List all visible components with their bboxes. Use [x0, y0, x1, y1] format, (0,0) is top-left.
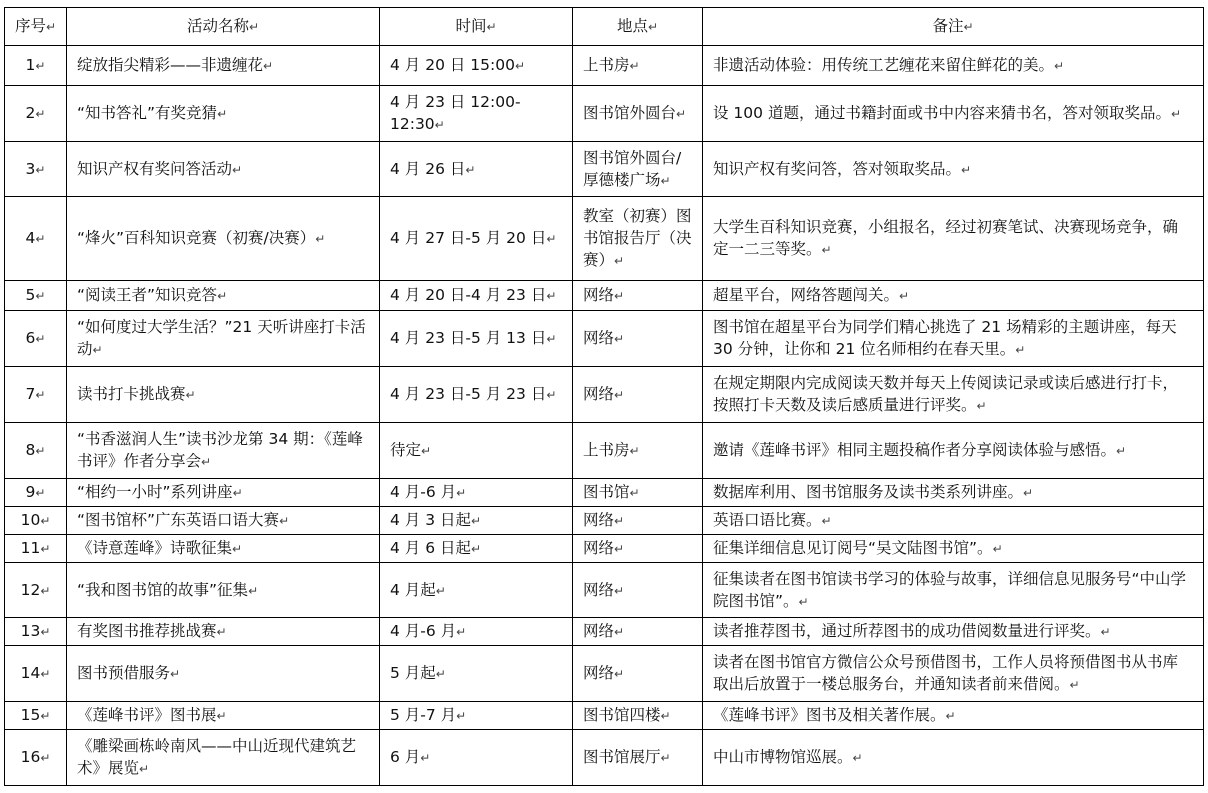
- header-time: 时间↵: [380, 8, 573, 46]
- header-row: [5, 8, 1204, 46]
- activity-name: “我和图书馆的故事”征集↵: [67, 563, 380, 618]
- activity-name: 知识产权有奖问答活动↵: [67, 142, 380, 197]
- table-row: [5, 618, 1204, 646]
- row-number: 13↵: [5, 618, 67, 646]
- activity-place: 图书馆外圆台↵: [573, 86, 703, 142]
- activity-time: 5 月起↵: [380, 646, 573, 702]
- activity-time: 4 月 23 日-5 月 13 日↵: [380, 311, 573, 367]
- row-number: 5↵: [5, 281, 67, 311]
- row-number: 14↵: [5, 646, 67, 702]
- activity-note: 非遗活动体验：用传统工艺缠花来留住鲜花的美。↵: [703, 46, 1204, 86]
- activity-place: 网络↵: [573, 563, 703, 618]
- activity-name: 《莲峰书评》图书展↵: [67, 702, 380, 730]
- activity-place: 上书房↵: [573, 46, 703, 86]
- table-row: [5, 367, 1204, 423]
- activity-name: “图书馆杯”广东英语口语大赛↵: [67, 507, 380, 535]
- table-row: [5, 423, 1204, 479]
- activity-note: 读者推荐图书，通过所荐图书的成功借阅数量进行评奖。↵: [703, 618, 1204, 646]
- activity-name: “相约一小时”系列讲座↵: [67, 479, 380, 507]
- activity-time: 6 月↵: [380, 730, 573, 786]
- activity-name: “阅读王者”知识竞答↵: [67, 281, 380, 311]
- activity-name: “知书答礼”有奖竞猜↵: [67, 86, 380, 142]
- activity-note: 英语口语比赛。↵: [703, 507, 1204, 535]
- activity-note: 邀请《莲峰书评》相同主题投稿作者分享阅读体验与感悟。↵: [703, 423, 1204, 479]
- activity-place: 网络↵: [573, 618, 703, 646]
- activity-time: 4 月 26 日↵: [380, 142, 573, 197]
- activity-note: 图书馆在超星平台为同学们精心挑选了 21 场精彩的主题讲座，每天 30 分钟，让你和 21 位名师相约在春天里。↵: [703, 311, 1204, 367]
- activity-note: 征集详细信息见订阅号“吴文陆图书馆”。↵: [703, 535, 1204, 563]
- activity-time: 5 月-7 月↵: [380, 702, 573, 730]
- row-number: 1↵: [5, 46, 67, 86]
- activity-place: 教室（初赛）图书馆报告厅（决赛）↵: [573, 197, 703, 281]
- table-row: [5, 507, 1204, 535]
- row-number: 15↵: [5, 702, 67, 730]
- row-number: 9↵: [5, 479, 67, 507]
- activity-time: 4 月 23 日-5 月 23 日↵: [380, 367, 573, 423]
- table-row: [5, 702, 1204, 730]
- row-number: 11↵: [5, 535, 67, 563]
- table-row: [5, 563, 1204, 618]
- activity-name: “烽火”百科知识竞赛（初赛/决赛）↵: [67, 197, 380, 281]
- table-row: [5, 311, 1204, 367]
- activity-note: 知识产权有奖问答，答对领取奖品。↵: [703, 142, 1204, 197]
- table-row: [5, 142, 1204, 197]
- activity-note: 征集读者在图书馆读书学习的体验与故事，详细信息见服务号“中山学院图书馆”。↵: [703, 563, 1204, 618]
- row-number: 4↵: [5, 197, 67, 281]
- activity-place: 图书馆展厅↵: [573, 730, 703, 786]
- activity-time: 4 月 23 日 12:00-12:30↵: [380, 86, 573, 142]
- activity-place: 图书馆↵: [573, 479, 703, 507]
- activity-time: 4 月 6 日起↵: [380, 535, 573, 563]
- activity-place: 图书馆四楼↵: [573, 702, 703, 730]
- row-number: 2↵: [5, 86, 67, 142]
- activity-name: 《雕梁画栋岭南风——中山近现代建筑艺术》展览↵: [67, 730, 380, 786]
- activity-table: [4, 7, 1204, 786]
- row-number: 12↵: [5, 563, 67, 618]
- table-row: [5, 46, 1204, 86]
- activity-name: 读书打卡挑战赛↵: [67, 367, 380, 423]
- activity-place: 网络↵: [573, 281, 703, 311]
- table-row: [5, 479, 1204, 507]
- activity-note: 中山市博物馆巡展。↵: [703, 730, 1204, 786]
- row-number: 6↵: [5, 311, 67, 367]
- activity-time: 4 月 20 日-4 月 23 日↵: [380, 281, 573, 311]
- row-number: 7↵: [5, 367, 67, 423]
- activity-time: 4 月-6 月↵: [380, 618, 573, 646]
- activity-name: 《诗意莲峰》诗歌征集↵: [67, 535, 380, 563]
- activity-time: 4 月 27 日-5 月 20 日↵: [380, 197, 573, 281]
- activity-time: 待定↵: [380, 423, 573, 479]
- activity-note: 数据库利用、图书馆服务及读书类系列讲座。↵: [703, 479, 1204, 507]
- header-no: 序号↵: [5, 8, 67, 46]
- activity-place: 网络↵: [573, 535, 703, 563]
- activity-note: 超星平台，网络答题闯关。↵: [703, 281, 1204, 311]
- table-row: [5, 281, 1204, 311]
- header-name: 活动名称↵: [67, 8, 380, 46]
- activity-name: 图书预借服务↵: [67, 646, 380, 702]
- activity-name: 绽放指尖精彩——非遗缠花↵: [67, 46, 380, 86]
- activity-note: 大学生百科知识竞赛，小组报名，经过初赛笔试、决赛现场竞争，确定一二三等奖。↵: [703, 197, 1204, 281]
- activity-place: 网络↵: [573, 311, 703, 367]
- table-row: [5, 646, 1204, 702]
- row-number: 3↵: [5, 142, 67, 197]
- activity-name: “如何度过大学生活？”21 天听讲座打卡活动↵: [67, 311, 380, 367]
- table-row: [5, 86, 1204, 142]
- row-number: 10↵: [5, 507, 67, 535]
- activity-name: 有奖图书推荐挑战赛↵: [67, 618, 380, 646]
- activity-note: 《莲峰书评》图书及相关著作展。↵: [703, 702, 1204, 730]
- activity-time: 4 月 20 日 15:00↵: [380, 46, 573, 86]
- activity-time: 4 月 3 日起↵: [380, 507, 573, 535]
- row-number: 16↵: [5, 730, 67, 786]
- activity-note: 读者在图书馆官方微信公众号预借图书，工作人员将预借图书从书库取出后放置于一楼总服务台，并通知读者前来借阅。↵: [703, 646, 1204, 702]
- table-row: [5, 197, 1204, 281]
- activity-place: 图书馆外圆台/厚德楼广场↵: [573, 142, 703, 197]
- activity-name: “书香滋润人生”读书沙龙第 34 期：《莲峰书评》作者分享会↵: [67, 423, 380, 479]
- header-place: 地点↵: [573, 8, 703, 46]
- activity-note: 设 100 道题，通过书籍封面或书中内容来猜书名，答对领取奖品。↵: [703, 86, 1204, 142]
- activity-place: 网络↵: [573, 367, 703, 423]
- activity-note: 在规定期限内完成阅读天数并每天上传阅读记录或读后感进行打卡，按照打卡天数及读后感质量进行评奖。↵: [703, 367, 1204, 423]
- row-number: 8↵: [5, 423, 67, 479]
- activity-time: 4 月起↵: [380, 563, 573, 618]
- activity-place: 上书房↵: [573, 423, 703, 479]
- activity-place: 网络↵: [573, 646, 703, 702]
- header-note: 备注↵: [703, 8, 1204, 46]
- activity-place: 网络↵: [573, 507, 703, 535]
- table-row: [5, 730, 1204, 786]
- activity-time: 4 月-6 月↵: [380, 479, 573, 507]
- table-row: [5, 535, 1204, 563]
